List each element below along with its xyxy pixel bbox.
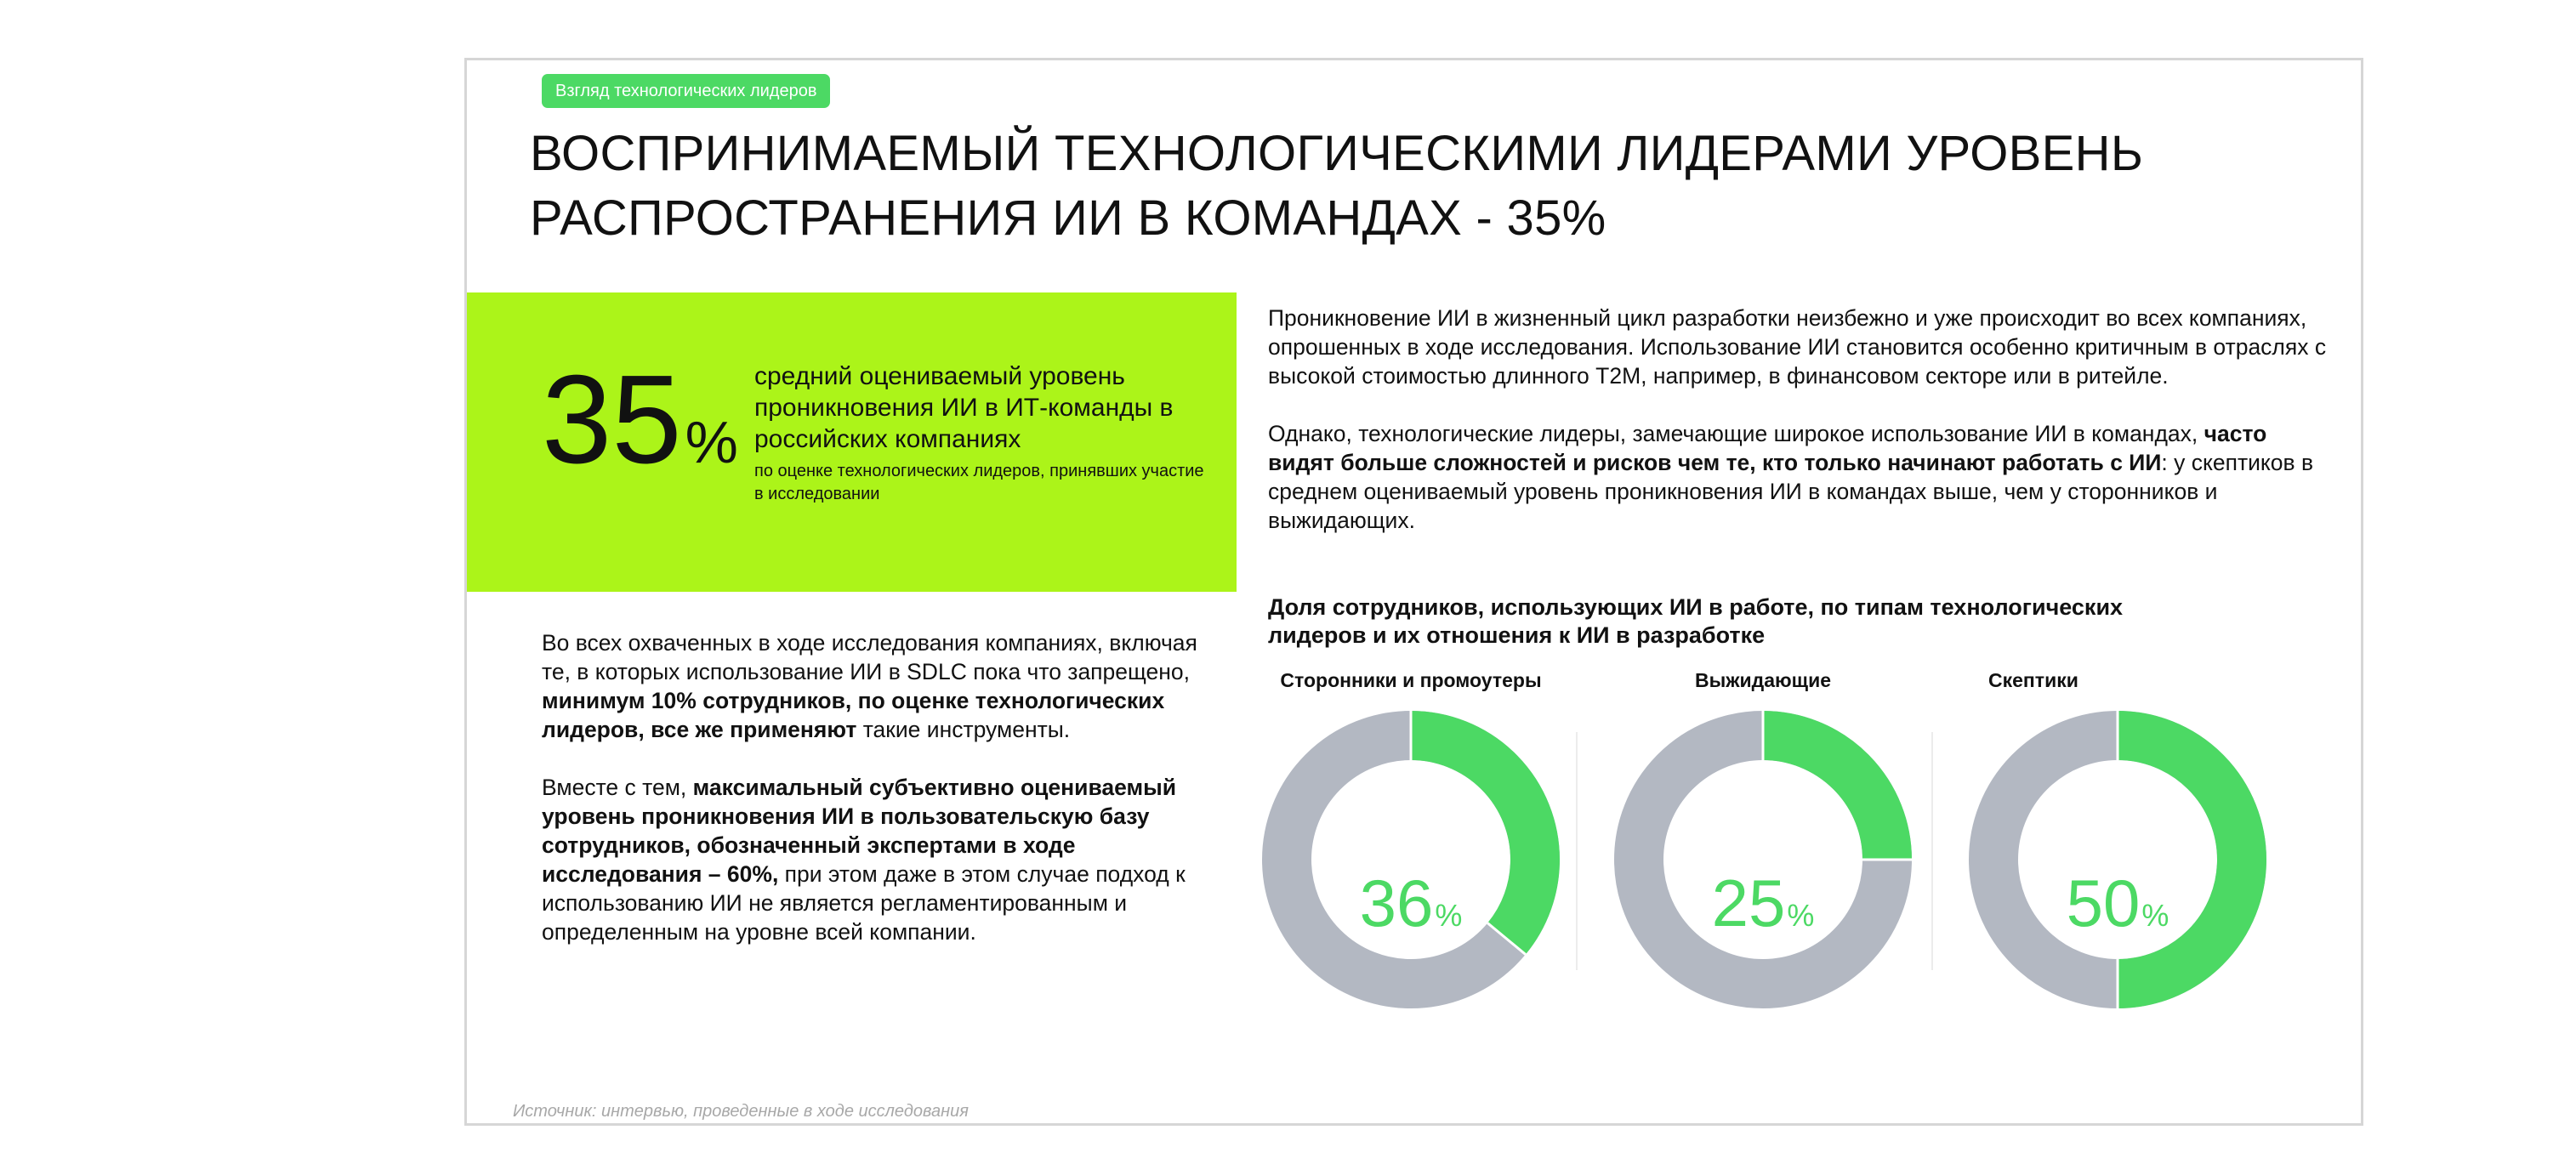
left-paragraph-1: [542, 628, 1231, 744]
right-paragraph-2: [1268, 419, 2331, 535]
left-p2-bold: максимальный субъективно оцениваемый уровень проникновения ИИ в пользовательскую базу сотрудников, обозначенный экспертами в ходе исследования – 60%,: [542, 775, 1177, 887]
donut-label-skeptics: Скептики: [1988, 669, 2078, 691]
left-p1-text-c: такие инструменты.: [856, 717, 1071, 742]
highlight-percent-sign: %: [685, 409, 738, 475]
donut-divider-2: [1931, 732, 1933, 970]
right-text-block: [1268, 304, 2331, 564]
highlight-number: [542, 349, 738, 510]
highlight-sub-text: по оценке технологических лидеров, принявших участие в исследовании: [754, 462, 1204, 503]
donut-value-skeptics: [1965, 865, 2271, 954]
donut-value-number-supporters: 36: [1359, 866, 1434, 940]
right-p2-text-c: : у скептиков в среднем оцениваемый уровень проникновения ИИ в командах выше, чем у сторонников и выжидающих.: [1268, 450, 2314, 533]
left-p1-bold: минимум 10% сотрудников, по оценке технологических лидеров, все же применяют: [542, 688, 1165, 742]
donut-chart-supporters: [1258, 707, 1564, 1013]
source-note: Источник: интервью, проведенные в ходе исследования: [513, 1102, 969, 1121]
left-paragraph-2: [542, 773, 1231, 946]
donut-value-number-waiting: 25: [1711, 866, 1786, 940]
left-text-block: [542, 628, 1231, 975]
left-p2-text-c: при этом даже в этом случае подход к использованию ИИ не является регламентированным и определенным на уровне всей компании.: [542, 861, 1186, 945]
donut-chart-waiting: [1610, 707, 1916, 1013]
left-p1-text-a: Во всех охваченных в ходе исследования компаниях, включая те, в которых использование ИИ в SDLC пока что запрещено,: [542, 630, 1197, 684]
donut-label-supporters: Сторонники и промоутеры: [1280, 669, 1542, 691]
left-p2-text-a: Вместе с тем,: [542, 775, 693, 800]
title-line-2: РАСПРОСТРАНЕНИЯ ИИ В КОМАНДАХ - 35%: [530, 190, 1606, 246]
donut-panel-skeptics: [1965, 667, 2271, 1059]
donut-value-unit-supporters: %: [1435, 898, 1463, 933]
donut-value-supporters: [1258, 865, 1564, 954]
page-title: [530, 122, 2299, 251]
right-p2-bold: часто видят больше сложностей и рисков чем те, кто только начинают работать с ИИ: [1268, 421, 2267, 475]
donut-label-waiting: Выжидающие: [1694, 669, 1832, 691]
right-paragraph-1: Проникновение ИИ в жизненный цикл разработки неизбежно и уже происходит во всех компаниях, опрошенных в ходе исследования. Использование ИИ становится особенно критичным в отраслях с высокой стоимостью длинного T2M, например, в финансовом секторе или в ритейле.: [1268, 305, 2327, 389]
donut-panel-waiting: [1610, 667, 1916, 1059]
donut-chart-skeptics: [1965, 707, 2271, 1013]
donut-value-waiting: [1610, 865, 1916, 954]
title-line-1: ВОСПРИНИМАЕМЫЙ ТЕХНОЛОГИЧЕСКИМИ ЛИДЕРАМИ УРОВЕНЬ: [530, 126, 2144, 181]
slide: [464, 58, 2363, 1126]
highlight-box: [467, 292, 1237, 592]
donut-value-unit-waiting: %: [1787, 898, 1815, 933]
chart-title: Доля сотрудников, использующих ИИ в работе, по типам технологических лидеров и их отношения к ИИ в разработке: [1268, 594, 2124, 648]
donut-value-unit-skeptics: %: [2141, 898, 2169, 933]
donut-divider-1: [1576, 732, 1578, 970]
highlight-number-value: 35: [542, 349, 682, 490]
donut-value-number-skeptics: 50: [2066, 866, 2141, 940]
right-p2-text-a: Однако, технологические лидеры, замечающие широкое использование ИИ в командах,: [1268, 421, 2204, 446]
section-tag: Взгляд технологических лидеров: [542, 74, 830, 108]
highlight-main-text: средний оцениваемый уровень проникновения ИИ в ИТ-команды в российских компаниях: [754, 362, 1174, 453]
donut-panel-supporters: [1258, 667, 1564, 1059]
highlight-description: [754, 361, 1214, 506]
